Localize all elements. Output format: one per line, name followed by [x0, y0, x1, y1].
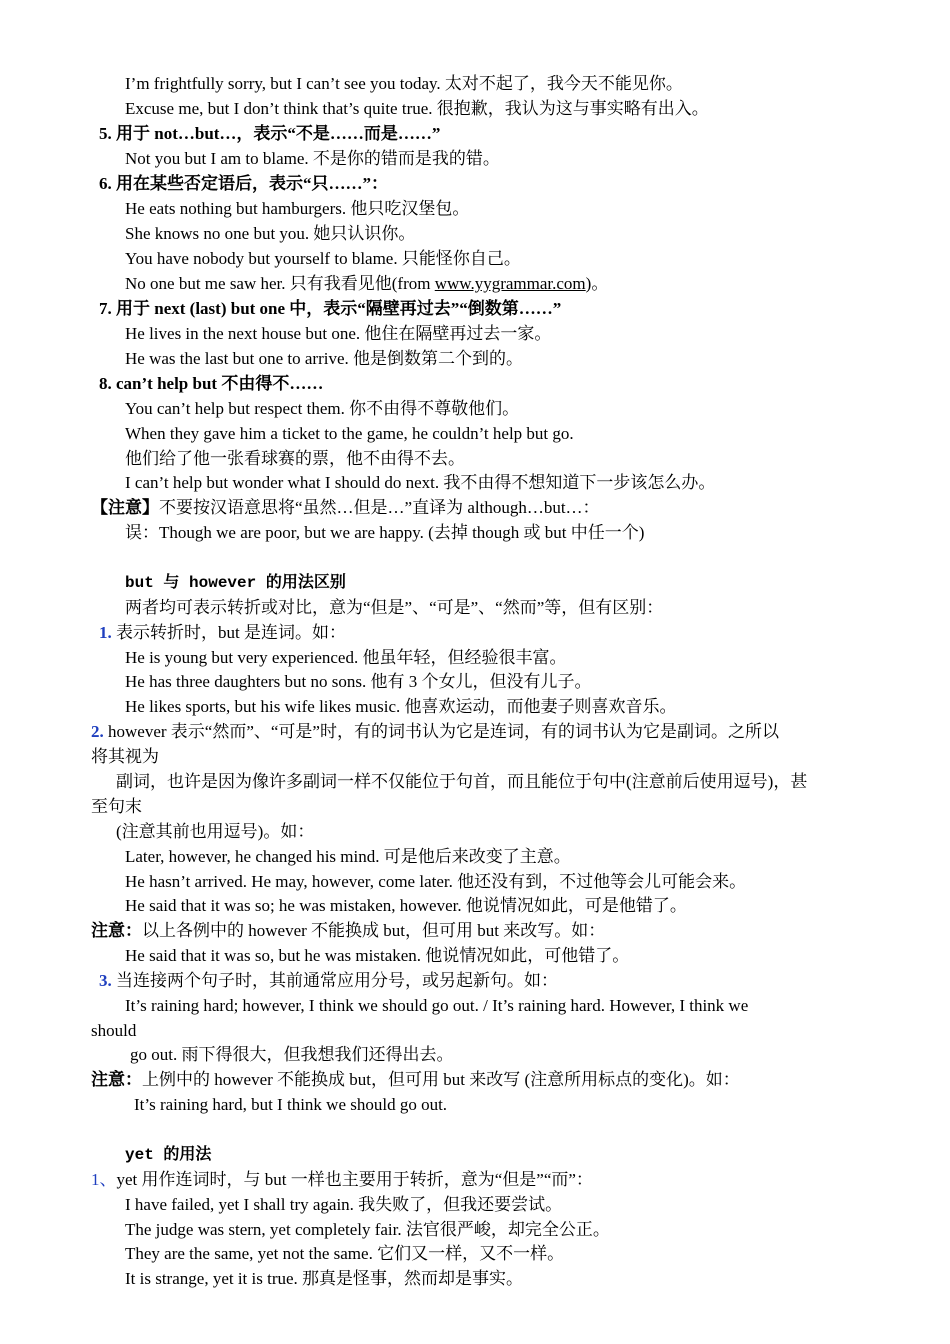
point-number: 1. — [99, 623, 112, 642]
note-line — [91, 1069, 740, 1091]
numbered-point — [99, 970, 558, 992]
example-sentence: She knows no one but you. 她只认识你。 — [125, 224, 416, 243]
note-text: 以上各例中的 however 不能换成 but，但可用 but 来改写。如： — [142, 921, 606, 940]
example-text: No one but me saw her. 只有我看见他(from — [125, 274, 435, 293]
point-text: 当连接两个句子时，其前通常应用分号，或另起新句。如： — [111, 971, 558, 990]
point-text: 表示转折时，but 是连词。如： — [111, 623, 346, 642]
note-line — [91, 920, 605, 942]
example-sentence: 误：Though we are poor, but we are happy. (去掉 though 或 but 中任一个) — [125, 523, 645, 542]
example-sentence: He said that it was so; he was mistaken, however. 他说情况如此，可是他错了。 — [125, 896, 687, 915]
example-sentence: He said that it was so, but he was mistaken. 他说情况如此，可他错了。 — [125, 946, 630, 965]
example-sentence: They are the same, yet not the same. 它们又一样，又不一样。 — [125, 1244, 565, 1263]
numbered-point — [91, 1169, 593, 1191]
paragraph-text: 副词，也许是因为像许多副词一样不仅能位于句首，而且能位于句中(注意前后使用逗号)，甚 — [116, 772, 808, 791]
example-sentence: 他们给了他一张看球赛的票，他不由得不去。 — [125, 449, 465, 468]
note-text: 上例中的 however 不能换成 but，但可用 but 来改写 (注意所用标点的变化)。如： — [142, 1070, 740, 1089]
example-sentence: He eats nothing but hamburgers. 他只吃汉堡包。 — [125, 199, 470, 218]
usage-heading: 8. can’t help but 不由得不…… — [99, 374, 324, 393]
example-sentence: I have failed, yet I shall try again. 我失败了，但我还要尝试。 — [125, 1195, 563, 1214]
example-sentence: He was the last but one to arrive. 他是倒数第二个到的。 — [125, 349, 524, 368]
point-text: however 表示“然而”、“可是”时，有的词书认为它是连词，有的词书认为它是副词。之所以 — [103, 722, 779, 741]
website-link[interactable]: www.yygrammar.com — [434, 274, 586, 293]
example-sentence: I can’t help but wonder what I should do next. 我不由得不想知道下一步该怎么办。 — [125, 473, 716, 492]
numbered-point — [99, 622, 346, 644]
example-text: )。 — [585, 274, 609, 293]
example-sentence: The judge was stern, yet completely fair. 法官很严峻，却完全公正。 — [125, 1220, 610, 1239]
paragraph-text: 两者均可表示转折或对比，意为“但是”、“可是”、“然而”等，但有区别： — [125, 598, 664, 617]
point-number: 2. — [91, 722, 104, 741]
point-number: 3. — [99, 971, 112, 990]
section-heading: yet 的用法 — [125, 1146, 212, 1164]
note-label: 注意： — [91, 921, 142, 940]
example-sentence: When they gave him a ticket to the game, he couldn’t help but go. — [125, 424, 574, 443]
example-sentence: He hasn’t arrived. He may, however, come later. 他还没有到，不过他等会儿可能会来。 — [125, 872, 747, 891]
example-sentence: He likes sports, but his wife likes music. 他喜欢运动，而他妻子则喜欢音乐。 — [125, 697, 677, 716]
example-sentence: You have nobody but yourself to blame. 只能怪你自己。 — [125, 249, 521, 268]
example-sentence: It is strange, yet it is true. 那真是怪事，然而却是事实。 — [125, 1269, 524, 1288]
numbered-point — [91, 721, 779, 743]
section-heading: but 与 however 的用法区别 — [125, 574, 346, 592]
example-sentence: It’s raining hard; however, I think we should go out. / It’s raining hard. However, I think we — [125, 996, 749, 1015]
point-number: 1、 — [91, 1170, 117, 1189]
example-sentence: Later, however, he changed his mind. 可是他后来改变了主意。 — [125, 847, 571, 866]
note-text: 不要按汉语意思将“虽然…但是…”直译为 although…but…： — [159, 498, 600, 517]
example-sentence — [125, 273, 608, 295]
point-text: yet 用作连词时，与 but 一样也主要用于转折，意为“但是”“而”： — [116, 1170, 593, 1189]
example-sentence: It’s raining hard, but I think we should go out. — [134, 1095, 448, 1114]
example-sentence: He has three daughters but no sons. 他有 3 个女儿，但没有儿子。 — [125, 672, 592, 691]
note-line — [91, 497, 600, 519]
usage-heading: 5. 用于 not…but…，表示“不是……而是……” — [99, 124, 441, 143]
usage-heading: 6. 用在某些否定语后，表示“只……”： — [99, 174, 388, 193]
example-sentence: should — [91, 1021, 137, 1040]
example-sentence: He is young but very experienced. 他虽年轻，但经验很丰富。 — [125, 648, 567, 667]
paragraph-text: (注意其前也用逗号)。如： — [116, 822, 315, 841]
note-label: 注意： — [91, 1070, 142, 1089]
example-sentence: You can’t help but respect them. 你不由得不尊敬他们。 — [125, 399, 520, 418]
usage-heading: 7. 用于 next (last) but one 中，表示“隔壁再过去”“倒数第……” — [99, 299, 562, 318]
example-sentence: I’m frightfully sorry, but I can’t see you today. 太对不起了，我今天不能见你。 — [125, 74, 683, 93]
paragraph-text: 将其视为 — [91, 747, 159, 766]
note-label: 【注意】 — [91, 498, 159, 517]
paragraph-text: 至句末 — [91, 797, 142, 816]
example-sentence: Not you but I am to blame. 不是你的错而是我的错。 — [125, 149, 500, 168]
example-sentence: go out. 雨下得很大，但我想我们还得出去。 — [130, 1045, 454, 1064]
example-sentence: Excuse me, but I don’t think that’s quite true. 很抱歉，我认为这与事实略有出入。 — [125, 99, 709, 118]
example-sentence: He lives in the next house but one. 他住在隔壁再过去一家。 — [125, 324, 552, 343]
